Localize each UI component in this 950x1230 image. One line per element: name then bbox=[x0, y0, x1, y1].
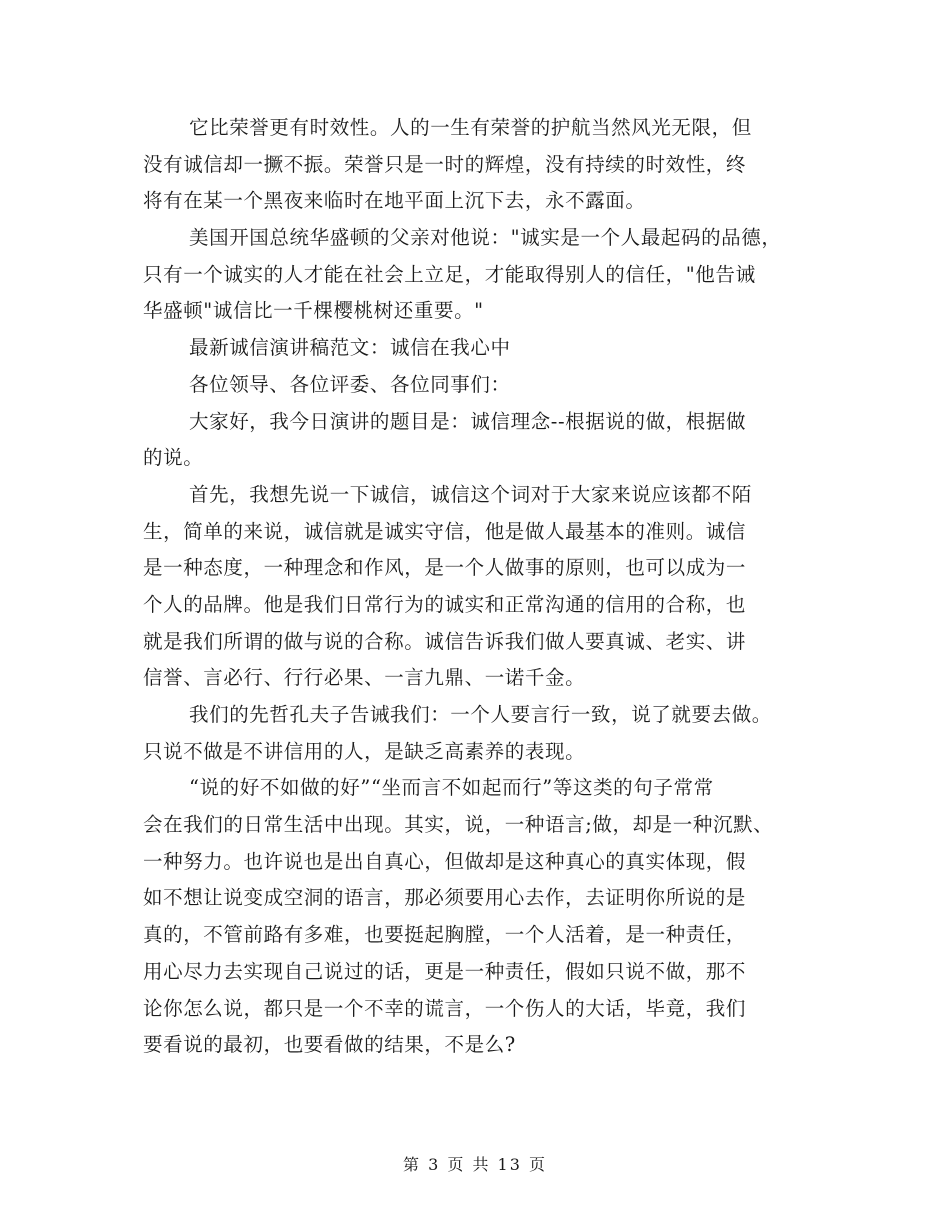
text-line: 最新诚信演讲稿范文：诚信在我心中 bbox=[189, 336, 511, 360]
text-line: 的说。 bbox=[143, 446, 204, 470]
text-line: “说的好不如做的好”“坐而言不如起而行”等这类的句子常常 bbox=[189, 776, 714, 800]
text-line: 用心尽力去实现自己说过的话，更是一种责任，假如只说不做，那不 bbox=[143, 959, 747, 983]
text-line: 会在我们的日常生活中出现。其实，说，一种语言;做，却是一种沉默、 bbox=[143, 813, 774, 837]
text-line: 大家好，我今日演讲的题目是：诚信理念--根据说的做，根据做 bbox=[189, 409, 747, 433]
text-line: 我们的先哲孔夫子告诫我们：一个人要言行一致，说了就要去做。 bbox=[189, 703, 772, 726]
page-footer: 第 3 页 共 13 页 bbox=[403, 1155, 547, 1174]
text-line: 将有在某一个黑夜来临时在地平面上沉下去，永不露面。 bbox=[143, 189, 646, 213]
text-line: 信誉、言必行、行行必果、一言九鼎、一诺千金。 bbox=[143, 666, 586, 690]
text-line: 美国开国总统华盛顿的父亲对他说："诚实是一个人最起码的品德， bbox=[189, 226, 782, 250]
text-line: 只说不做是不讲信用的人，是缺乏高素养的表现。 bbox=[143, 739, 586, 763]
text-line: 各位领导、各位评委、各位同事们： bbox=[189, 372, 511, 396]
text-line: 真的，不管前路有多难，也要挺起胸膛，一个人活着，是一种责任， bbox=[143, 923, 747, 947]
text-line: 首先，我想先说一下诚信，诚信这个词对于大家来说应该都不陌 bbox=[189, 482, 752, 506]
text-line: 生，简单的来说，诚信就是诚实守信，他是做人最基本的准则。诚信 bbox=[143, 519, 747, 543]
text-line: 只有一个诚实的人才能在社会上立足，才能取得别人的信任，"他告诫 bbox=[143, 262, 756, 286]
text-line: 论你怎么说，都只是一个不幸的谎言，一个伤人的大话，毕竟，我们 bbox=[143, 996, 747, 1020]
text-line: 一种努力。也许说也是出自真心，但做却是这种真心的真实体现，假 bbox=[143, 849, 747, 873]
text-line: 没有诚信却一撅不振。荣誉只是一时的辉煌，没有持续的时效性，终 bbox=[143, 152, 747, 176]
text-line: 华盛顿"诚信比一千棵樱桃树还重要。" bbox=[143, 299, 484, 323]
document-body bbox=[143, 110, 813, 1064]
text-line: 个人的品牌。他是我们日常行为的诚实和正常沟通的信用的合称，也 bbox=[143, 592, 747, 616]
text-line: 就是我们所谓的做与说的合称。诚信告诉我们做人要真诚、老实、讲 bbox=[143, 629, 747, 653]
text-line: 要看说的最初，也要看做的结果，不是么? bbox=[143, 1033, 516, 1057]
text-line: 如不想让说变成空洞的语言，那必须要用心去作，去证明你所说的是 bbox=[143, 886, 747, 910]
text-line: 是一种态度，一种理念和作风，是一个人做事的原则，也可以成为一 bbox=[143, 556, 747, 580]
text-line: 它比荣誉更有时效性。人的一生有荣誉的护航当然风光无限，但 bbox=[189, 116, 752, 139]
